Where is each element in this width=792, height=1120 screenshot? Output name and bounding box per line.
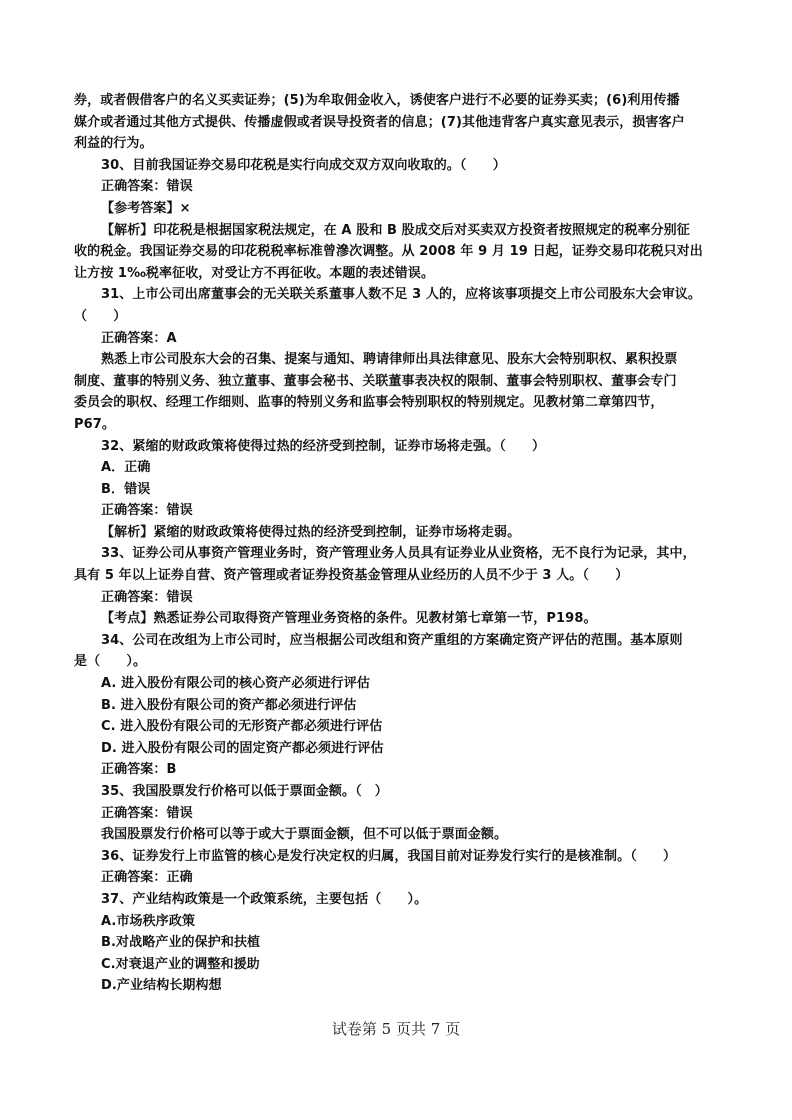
text-line: 33、证券公司从事资产管理业务时，资产管理业务人员具有证券业从业资格，无不良行为记录，其中， (101, 546, 696, 562)
text-line: 让方按 1‰税率征收，对受让方不再征收。本题的表述错误。 (74, 265, 435, 281)
text-line: 媒介或者通过其他方式提供、传播虚假或者误导投资者的信息；(7)其他违背客户真实意见表示，损害客户 (74, 114, 685, 130)
text-line: B. 进入股份有限公司的资产都必须进行评估 (101, 697, 357, 713)
page-footer: 试卷第 5 页共 7 页 (331, 1020, 461, 1038)
text-line: 熟悉上市公司股东大会的召集、提案与通知、聘请律师出具法律意见、股东大会特别职权、累积投票 (101, 352, 678, 368)
text-line: 具有 5 年以上证券自营、资产管理或者证券投资基金管理从业经历的人员不少于 3 人。（ ） (74, 568, 629, 584)
text-line: P67。 (74, 416, 116, 432)
text-line: 正确答案：错误 (101, 503, 193, 519)
text-line: 制度、董事的特别义务、独立董事、董事会秘书、关联董事表决权的限制、董事会特别职权、董事会专门 (74, 373, 677, 389)
text-line: A. 进入股份有限公司的核心资产必须进行评估 (101, 676, 370, 692)
text-line: 【考点】熟悉证券公司取得资产管理业务资格的条件。见教材第七章第一节，P198。 (101, 611, 597, 627)
text-line: C. 进入股份有限公司的无形资产都必须进行评估 (101, 719, 383, 735)
text-line: 是（ ）。 (74, 654, 147, 670)
document-body (74, 90, 720, 997)
text-line: 收的税金。我国证券交易的印花税税率标准曾滲次调整。从 2008 年 9 月 19 日起，证券交易印花税只对出 (74, 244, 703, 260)
text-line: 正确答案：A (101, 330, 177, 346)
text-line: 我国股票发行价格可以等于或大于票面金额，但不可以低于票面金额。 (101, 827, 508, 843)
text-line: （ ） (74, 308, 127, 324)
text-line: 32、紧缩的财政政策将使得过热的经济受到控制，证券市场将走强。（ ） (101, 438, 546, 454)
text-line: 正确答案：错误 (101, 589, 193, 605)
text-line: 34、公司在改组为上市公司时，应当根据公司改组和资产重组的方案确定资产评估的范围。基本原则 (101, 632, 683, 648)
text-line: 正确答案：正确 (101, 870, 193, 886)
text-line: 【解析】紧缩的财政政策将使得过热的经济受到控制，证券市场将走弱。 (101, 524, 521, 540)
text-line: C.对衰退产业的调整和援助 (101, 956, 260, 972)
text-line: 35、我国股票发行价格可以低于票面金额。（ ） (101, 784, 388, 799)
text-line: B.对战略产业的保护和扶植 (101, 935, 261, 951)
text-line: B．错误 (101, 481, 151, 497)
text-line: 正确答案：错误 (101, 805, 193, 821)
text-line: D. 进入股份有限公司的固定资产都必须进行评估 (101, 740, 384, 756)
text-line: 【参考答案】× (101, 200, 191, 216)
text-line: 30、目前我国证券交易印花税是实行向成交双方双向收取的。（ ） (101, 157, 506, 173)
text-line: 正确答案：错误 (101, 179, 193, 195)
text-line: A.市场秩序政策 (101, 913, 196, 929)
text-line: 委员会的职权、经理工作细则、监事的特别义务和监事会特别职权的特别规定。见教材第二章第四节， (74, 395, 664, 411)
text-line: 正确答案：B (101, 762, 177, 778)
text-line: 利益的行为。 (74, 136, 153, 152)
text-line: A．正确 (101, 460, 151, 476)
text-line: 【解析】印花税是根据国家税法规定，在 A 股和 B 股成交后对买卖双方投资者按照规定的税率分别征 (101, 222, 690, 238)
text-line: D.产业结构长期构想 (101, 978, 222, 994)
text-line: 券，或者假借客户的名义买卖证券；(5)为牟取佣金收入，诱使客户进行不必要的证券买卖；(6)利用传播 (74, 93, 680, 108)
text-line: 37、产业结构政策是一个政策系统，主要包括（ ）。 (101, 891, 428, 907)
text-line: 31、上市公司出席董事会的无关联关系董事人数不足 3 人的，应将该事项提交上市公司股东大会审议。 (101, 287, 701, 303)
text-line: 36、证券发行上市监管的核心是发行决定权的归属，我国目前对证券发行实行的是核准制。（ ） (101, 848, 677, 864)
